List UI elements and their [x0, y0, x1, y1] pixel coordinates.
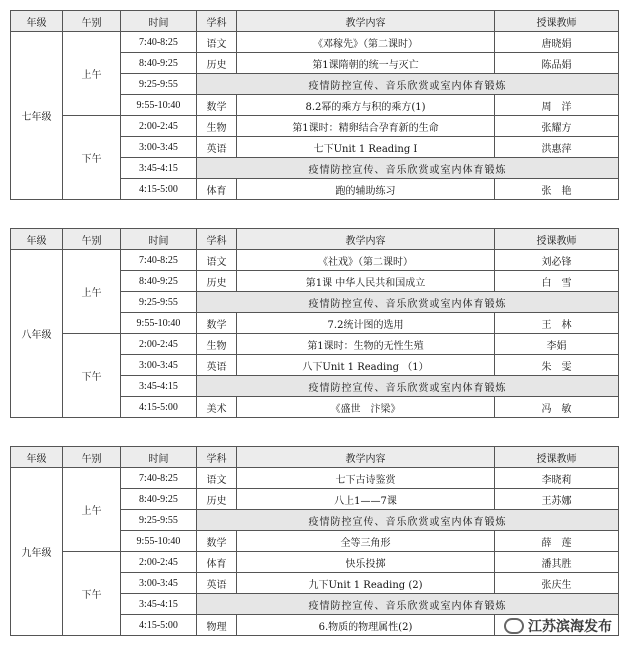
teacher-cell: 薛 莲 [495, 531, 619, 552]
header-content: 教学内容 [237, 229, 495, 250]
header-subject: 学科 [197, 447, 237, 468]
subject-cell: 物理 [197, 615, 237, 636]
watermark-text: 江苏滨海发布 [528, 619, 612, 635]
subject-cell: 英语 [197, 573, 237, 594]
content-cell: 第1课 中华人民共和国成立 [237, 271, 495, 292]
teacher-cell: 张 艳 [495, 179, 619, 200]
subject-cell: 英语 [197, 137, 237, 158]
header-grade: 年级 [11, 229, 63, 250]
table-row [11, 468, 619, 489]
content-cell: 八下Unit 1 Reading （1） [237, 355, 495, 376]
afternoon-cell: 下午 [63, 552, 121, 636]
teacher-cell: 陈品娟 [495, 53, 619, 74]
grade-cell: 九年级 [11, 468, 63, 636]
content-cell: 七下Unit 1 Reading I [237, 137, 495, 158]
header-subject: 学科 [197, 229, 237, 250]
subject-cell: 体育 [197, 552, 237, 573]
teacher-cell: 洪惠萍 [495, 137, 619, 158]
subject-cell: 语文 [197, 468, 237, 489]
content-cell: 第1课隋朝的统一与灭亡 [237, 53, 495, 74]
header-row [11, 447, 619, 468]
header-time: 时间 [121, 447, 197, 468]
content-cell: 7.2统计图的选用 [237, 313, 495, 334]
morning-cell: 上午 [63, 250, 121, 334]
header-grade: 年级 [11, 11, 63, 32]
content-cell: 《社戏》（第二课时） [237, 250, 495, 271]
break-activity-cell: 疫情防控宣传、音乐欣赏或室内体育锻炼 [197, 74, 619, 95]
subject-cell: 生物 [197, 334, 237, 355]
table-row [11, 552, 619, 573]
morning-cell: 上午 [63, 32, 121, 116]
wechat-icon [504, 618, 524, 634]
header-content: 教学内容 [237, 447, 495, 468]
teacher-cell: 朱 雯 [495, 355, 619, 376]
table-row [11, 250, 619, 271]
subject-cell: 数学 [197, 95, 237, 116]
subject-cell: 生物 [197, 116, 237, 137]
afternoon-cell: 下午 [63, 116, 121, 200]
content-cell: 第1课时：生物的无性生殖 [237, 334, 495, 355]
content-cell: 跑的辅助练习 [237, 179, 495, 200]
subject-cell: 数学 [197, 313, 237, 334]
time-cell: 9:25-9:55 [121, 292, 197, 313]
header-time: 时间 [121, 229, 197, 250]
teacher-cell: 李晓莉 [495, 468, 619, 489]
header-grade: 年级 [11, 447, 63, 468]
header-content: 教学内容 [237, 11, 495, 32]
watermark [504, 616, 612, 636]
time-cell: 7:40-8:25 [121, 250, 197, 271]
break-activity-cell: 疫情防控宣传、音乐欣赏或室内体育锻炼 [197, 158, 619, 179]
time-cell: 3:45-4:15 [121, 594, 197, 615]
time-cell: 4:15-5:00 [121, 397, 197, 418]
time-cell: 3:00-3:45 [121, 355, 197, 376]
teacher-cell: 唐晓娟 [495, 32, 619, 53]
subject-cell: 数学 [197, 531, 237, 552]
content-cell: 《盛世 汴梁》 [237, 397, 495, 418]
subject-cell: 语文 [197, 250, 237, 271]
grade-cell: 八年级 [11, 250, 63, 418]
teacher-cell: 张耀方 [495, 116, 619, 137]
time-cell: 9:25-9:55 [121, 74, 197, 95]
teacher-cell: 潘其胜 [495, 552, 619, 573]
header-half-day: 午别 [63, 229, 121, 250]
content-cell: 全等三角形 [237, 531, 495, 552]
time-cell: 9:25-9:55 [121, 510, 197, 531]
time-cell: 9:55-10:40 [121, 531, 197, 552]
morning-cell: 上午 [63, 468, 121, 552]
time-cell: 2:00-2:45 [121, 552, 197, 573]
break-activity-cell: 疫情防控宣传、音乐欣赏或室内体育锻炼 [197, 594, 619, 615]
teacher-cell: 白 雪 [495, 271, 619, 292]
time-cell: 2:00-2:45 [121, 334, 197, 355]
header-half-day: 午别 [63, 447, 121, 468]
content-cell: 七下古诗鉴赏 [237, 468, 495, 489]
header-time: 时间 [121, 11, 197, 32]
table-row [11, 116, 619, 137]
time-cell: 9:55-10:40 [121, 95, 197, 116]
subject-cell: 体育 [197, 179, 237, 200]
break-activity-cell: 疫情防控宣传、音乐欣赏或室内体育锻炼 [197, 510, 619, 531]
time-cell: 4:15-5:00 [121, 615, 197, 636]
teacher-cell: 刘必锋 [495, 250, 619, 271]
header-teacher: 授课教师 [495, 447, 619, 468]
grade-cell: 七年级 [11, 32, 63, 200]
time-cell: 3:45-4:15 [121, 158, 197, 179]
time-cell: 8:40-9:25 [121, 489, 197, 510]
header-subject: 学科 [197, 11, 237, 32]
grade8-schedule-table [10, 228, 619, 418]
content-cell: 《邓稼先》（第二课时） [237, 32, 495, 53]
teacher-cell: 王 林 [495, 313, 619, 334]
subject-cell: 英语 [197, 355, 237, 376]
header-teacher: 授课教师 [495, 229, 619, 250]
grade7-schedule-table [10, 10, 619, 200]
content-cell: 第1课时：精卵结合孕育新的生命 [237, 116, 495, 137]
content-cell: 8.2幂的乘方与积的乘方(1) [237, 95, 495, 116]
time-cell: 7:40-8:25 [121, 468, 197, 489]
time-cell: 2:00-2:45 [121, 116, 197, 137]
content-cell: 快乐投掷 [237, 552, 495, 573]
subject-cell: 语文 [197, 32, 237, 53]
break-activity-cell: 疫情防控宣传、音乐欣赏或室内体育锻炼 [197, 292, 619, 313]
time-cell: 7:40-8:25 [121, 32, 197, 53]
grade9-schedule-table [10, 446, 619, 636]
time-cell: 3:45-4:15 [121, 376, 197, 397]
time-cell: 3:00-3:45 [121, 573, 197, 594]
time-cell: 8:40-9:25 [121, 271, 197, 292]
content-cell: 八上1——7课 [237, 489, 495, 510]
afternoon-cell: 下午 [63, 334, 121, 418]
teacher-cell: 冯 敏 [495, 397, 619, 418]
content-cell: 九下Unit 1 Reading (2) [237, 573, 495, 594]
subject-cell: 历史 [197, 489, 237, 510]
header-row [11, 229, 619, 250]
time-cell: 3:00-3:45 [121, 137, 197, 158]
time-cell: 4:15-5:00 [121, 179, 197, 200]
table-row [11, 334, 619, 355]
header-half-day: 午别 [63, 11, 121, 32]
subject-cell: 历史 [197, 53, 237, 74]
subject-cell: 历史 [197, 271, 237, 292]
teacher-cell: 周 洋 [495, 95, 619, 116]
time-cell: 9:55-10:40 [121, 313, 197, 334]
header-teacher: 授课教师 [495, 11, 619, 32]
content-cell: 6.物质的物理属性(2) [237, 615, 495, 636]
teacher-cell: 王苏娜 [495, 489, 619, 510]
header-row [11, 11, 619, 32]
subject-cell: 美术 [197, 397, 237, 418]
table-row [11, 32, 619, 53]
teacher-cell: 李娟 [495, 334, 619, 355]
time-cell: 8:40-9:25 [121, 53, 197, 74]
break-activity-cell: 疫情防控宣传、音乐欣赏或室内体育锻炼 [197, 376, 619, 397]
teacher-cell: 张庆生 [495, 573, 619, 594]
